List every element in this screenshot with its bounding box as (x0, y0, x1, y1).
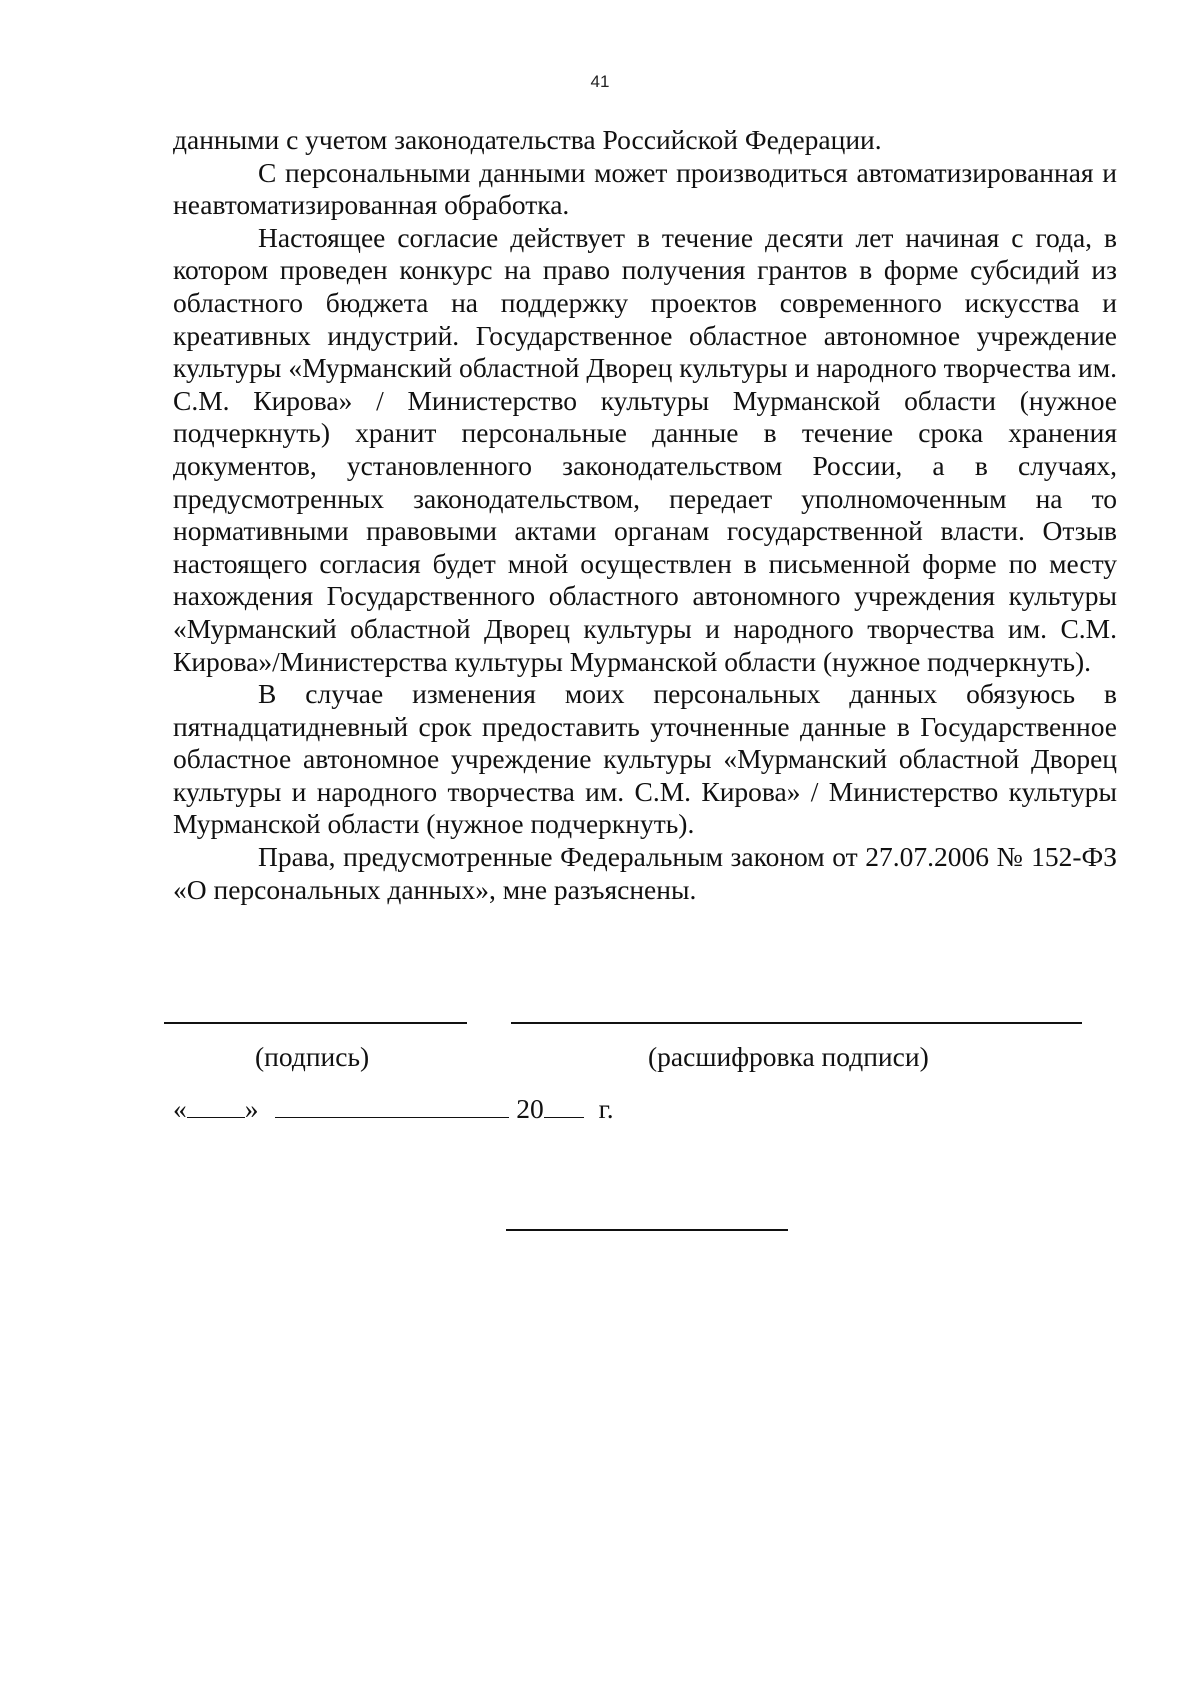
date-open-quote: « (173, 1093, 187, 1124)
page-number: 41 (590, 72, 610, 91)
month-blank[interactable] (275, 1095, 509, 1118)
signature-label: (подпись) (255, 1041, 370, 1072)
year-blank[interactable] (544, 1095, 584, 1118)
paragraph-validity: Настоящее согласие действует в течение десяти лет начиная с года, в котором проведен конкурс на право получения грантов в форме субсидий из областного бюджета на поддержку проектов современного искусства и креативных индустрий. Государственное областное автономное учреждение культуры «Мурманский областной Дворец культуры и народного творчества им. С.М. Кирова» / Министерство культуры Мурманской области (нужное подчеркнуть) хранит персональные данные в течение срока хранения документов, установленного законодательством России, а в случаях, предусмотренных законодательством, передает уполномоченным на то нормативными правовыми актами органам государственной власти. Отзыв настоящего согласия будет мной осуществлен в письменной форме по месту нахождения Государственного областного автономного учреждения культуры «Мурманский областной Дворец культуры и народного творчества им. С.М. Кирова»/Министерства культуры Мурманской области (нужное подчеркнуть). (173, 221, 1117, 677)
closing-rule (506, 1229, 788, 1231)
paragraph-continuation: данными с учетом законодательства Российской Федерации. (173, 124, 882, 155)
year-suffix: г. (598, 1093, 614, 1124)
date-row (173, 1093, 614, 1125)
day-blank[interactable] (187, 1095, 245, 1118)
paragraph-rights: Права, предусмотренные Федеральным законом от 27.07.2006 № 152-ФЗ «О персональных данных», мне разъяснены. (173, 841, 1117, 905)
date-close-quote: » (244, 1093, 259, 1124)
consent-body (173, 124, 1117, 906)
paragraph-processing: С персональными данными может производиться автоматизированная и неавтоматизированная обработка. (173, 156, 1117, 221)
paragraph-changes: В случае изменения моих персональных данных обязуюсь в пятнадцатидневный срок предоставить уточненные данные в Государственное областное автономное учреждение культуры «Мурманский областной Дворец культуры и народного творчества им. С.М. Кирова» / Министерство культуры Мурманской области (нужное подчеркнуть). (173, 678, 1117, 840)
signature-line[interactable] (164, 1022, 467, 1024)
signature-decode-line[interactable] (511, 1022, 1082, 1024)
year-prefix: 20 (516, 1093, 544, 1124)
signature-decode-label: (расшифровка подписи) (648, 1041, 929, 1072)
